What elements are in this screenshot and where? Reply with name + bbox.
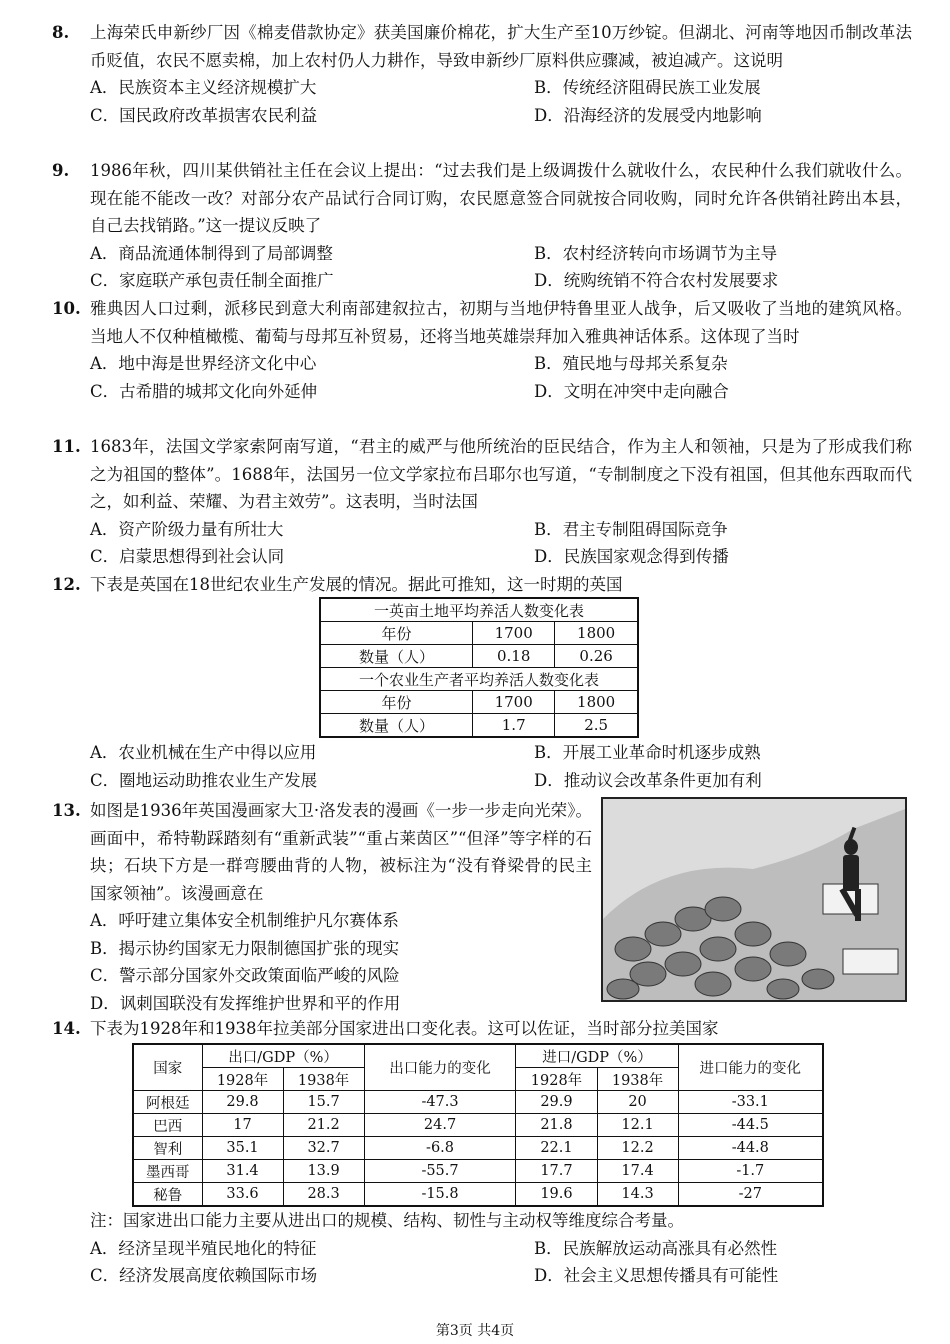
table-cell: 29.8	[202, 1091, 283, 1114]
table-row	[133, 1160, 823, 1183]
option-d[interactable]: D．推动议会改革条件更加有利	[534, 770, 762, 790]
question-stem: 上海荣氏申新纱厂因《棉麦借款协定》获美国廉价棉花，扩大生产至10万纱锭。但湖北、河南等地因币制改革法币贬值，农民不愿卖棉，加上农村仍人力耕作，导致申新纱厂原料供应骤减，被迫减产。这说明	[90, 23, 912, 70]
table-header: 1800	[555, 691, 638, 714]
table-header: 年份	[320, 622, 473, 645]
option-c[interactable]: C．国民政府改革损害农民利益	[90, 105, 318, 125]
option-b[interactable]: B．开展工业革命时机逐步成熟	[534, 743, 761, 762]
table-header: 1700	[473, 622, 555, 645]
table-cell: 17.7	[516, 1160, 597, 1183]
option-c[interactable]: C．古希腊的城邦文化向外延伸	[90, 381, 318, 401]
farm-productivity-table	[319, 597, 639, 738]
option-a[interactable]: A．呼吁建立集体安全机制维护凡尔赛体系	[90, 911, 399, 930]
table-cell: 21.2	[283, 1114, 364, 1137]
table-cell: -1.7	[678, 1160, 823, 1183]
option-a[interactable]: A．地中海是世界经济文化中心	[90, 354, 317, 373]
table-cell: 智利	[133, 1137, 202, 1160]
table-row	[133, 1091, 823, 1114]
option-c[interactable]: C．启蒙思想得到社会认同	[90, 547, 285, 566]
question-9	[52, 157, 912, 295]
question-10	[52, 295, 912, 405]
table-row	[133, 1183, 823, 1207]
option-b[interactable]: B．殖民地与母邦关系复杂	[534, 354, 728, 373]
table-header: 国家	[133, 1044, 202, 1091]
political-cartoon-image	[601, 797, 907, 1002]
option-c[interactable]: C．圈地运动助推农业生产发展	[90, 770, 318, 790]
table-cell: 阿根廷	[133, 1091, 202, 1114]
table-header: 出口/GDP（%）	[202, 1044, 364, 1068]
question-14-tail	[52, 1207, 912, 1290]
table-cell: 2.5	[555, 714, 638, 738]
table-cell: 33.6	[202, 1183, 283, 1207]
table-header: 1800	[555, 622, 638, 645]
option-d[interactable]: D．民族国家观念得到传播	[534, 547, 729, 566]
option-d[interactable]: D．沿海经济的发展受内地影响	[534, 105, 762, 125]
table-cell: -47.3	[364, 1091, 516, 1114]
option-c[interactable]: C．经济发展高度依赖国际市场	[90, 1266, 318, 1285]
table-cell: -44.5	[678, 1114, 823, 1137]
options	[90, 516, 912, 571]
table-cell: 14.3	[597, 1183, 678, 1207]
table-cell: 墨西哥	[133, 1160, 202, 1183]
table-row	[133, 1137, 823, 1160]
option-d[interactable]: D．文明在冲突中走向融合	[534, 381, 729, 401]
table-row-label: 数量（人）	[320, 714, 473, 738]
option-d[interactable]: D．社会主义思想传播具有可能性	[534, 1266, 779, 1285]
option-a[interactable]: A．经济呈现半殖民地化的特征	[90, 1238, 317, 1258]
question-12-options	[52, 739, 912, 794]
question-stem: 1683年，法国文学家索阿南写道，“君主的威严与他所统治的臣民结合，作为主人和领袖，只是为了形成我们称之为祖国的整体”。1688年，法国另一位文学家拉布吕耶尔也写道，“专制制度之下没有祖国，但其他东西取而代之，如利益、荣耀、为君主效劳”。这表明，当时法国	[90, 437, 912, 511]
options	[90, 907, 592, 1017]
question-12	[52, 571, 912, 599]
question-stem: 下表是英国在18世纪农业生产发展的情况。据此可推知，这一时期的英国	[90, 575, 623, 594]
table-cell: 12.2	[597, 1137, 678, 1160]
table-cell: 1.7	[473, 714, 555, 738]
table-note: 注：国家进出口能力主要从进出口的规模、结构、韧性与主动权等维度综合考量。	[90, 1211, 684, 1230]
table-cell: 15.7	[283, 1091, 364, 1114]
table-cell: 秘鲁	[133, 1183, 202, 1207]
question-stem: 1986年秋，四川某供销社主任在会议上提出：“过去我们是上级调拨什么就收什么，农民种什么我们就收什么。现在能不能改一改？对部分农产品试行合同订购，农民愿意签合同就按合同收购，同时允许各供销社跨出本县，自己去找销路。”这一提议反映了	[90, 161, 912, 235]
table-cell: 20	[597, 1091, 678, 1114]
table-cell: -6.8	[364, 1137, 516, 1160]
question-number: 9.	[52, 161, 70, 180]
table-header: 1938年	[597, 1068, 678, 1091]
table-cell: 32.7	[283, 1137, 364, 1160]
table-cell: 17	[202, 1114, 283, 1137]
option-c[interactable]: C．家庭联产承包责任制全面推广	[90, 271, 334, 290]
question-14	[52, 1015, 912, 1043]
table-cell: 17.4	[597, 1160, 678, 1183]
options	[90, 240, 912, 295]
table-header: 进口能力的变化	[678, 1044, 823, 1091]
table-cell: 12.1	[597, 1114, 678, 1137]
question-number: 8.	[52, 23, 70, 42]
table-header: 进口/GDP（%）	[516, 1044, 678, 1068]
table-cell: 0.18	[473, 645, 555, 668]
option-d[interactable]: D．讽刺国联没有发挥维护世界和平的作用	[90, 993, 401, 1013]
options	[90, 350, 912, 405]
question-number: 13.	[52, 801, 81, 820]
table-cell: 22.1	[516, 1137, 597, 1160]
table-title: 一个农业生产者平均养活人数变化表	[320, 668, 638, 691]
table-cell: -27	[678, 1183, 823, 1207]
table-header: 1928年	[202, 1068, 283, 1091]
option-b[interactable]: B．揭示协约国家无力限制德国扩张的现实	[90, 938, 400, 958]
table-cell: -55.7	[364, 1160, 516, 1183]
table-cell: -33.1	[678, 1091, 823, 1114]
question-number: 11.	[52, 437, 81, 456]
table-cell: 28.3	[283, 1183, 364, 1207]
option-a[interactable]: A．资产阶级力量有所壮大	[90, 519, 284, 539]
table-header: 出口能力的变化	[364, 1044, 516, 1091]
table-cell: -15.8	[364, 1183, 516, 1207]
table-cell: 35.1	[202, 1137, 283, 1160]
page-footer: 第3页 共4页	[435, 1323, 515, 1339]
question-number: 12.	[52, 575, 81, 594]
option-b[interactable]: B．传统经济阻碍民族工业发展	[534, 78, 761, 97]
option-b[interactable]: B．民族解放运动高涨具有必然性	[534, 1238, 778, 1258]
table-cell: 19.6	[516, 1183, 597, 1207]
option-a[interactable]: A．农业机械在生产中得以应用	[90, 743, 317, 762]
table-header: 年份	[320, 691, 473, 714]
table-cell: -44.8	[678, 1137, 823, 1160]
options	[90, 74, 912, 129]
table-cell: 24.7	[364, 1114, 516, 1137]
option-b[interactable]: B．君主专制阻碍国际竞争	[534, 519, 728, 539]
question-13	[52, 797, 592, 1017]
table-cell: 31.4	[202, 1160, 283, 1183]
table-cell: 21.8	[516, 1114, 597, 1137]
table-header: 1938年	[283, 1068, 364, 1091]
table-header: 1700	[473, 691, 555, 714]
option-b[interactable]: B．农村经济转向市场调节为主导	[534, 243, 778, 263]
latin-america-trade-table	[132, 1043, 824, 1207]
question-stem: 下表为1928年和1938年拉美部分国家进出口变化表。这可以佐证，当时部分拉美国家	[90, 1019, 719, 1038]
question-number: 14.	[52, 1019, 81, 1038]
table-row	[133, 1114, 823, 1137]
question-11	[52, 433, 912, 571]
option-c[interactable]: C．警示部分国家外交政策面临严峻的风险	[90, 966, 400, 985]
table-row-label: 数量（人）	[320, 645, 473, 668]
question-8	[52, 19, 912, 129]
table-header: 1928年	[516, 1068, 597, 1091]
question-number: 10.	[52, 299, 81, 318]
table-cell: 0.26	[555, 645, 638, 668]
question-stem: 如图是1936年英国漫画家大卫·洛发表的漫画《一步一步走向光荣》。画面中，希特勒踩踏刻有“重新武装”“重占莱茵区”“但泽”等字样的石块；石块下方是一群弯腰曲背的人物，被标注为“没有脊梁骨的民主国家领袖”。该漫画意在	[90, 801, 592, 903]
option-a[interactable]: A．民族资本主义经济规模扩大	[90, 78, 317, 97]
option-d[interactable]: D．统购统销不符合农村发展要求	[534, 271, 779, 290]
cartoon-illustration	[603, 799, 905, 1000]
question-stem: 雅典因人口过剩，派移民到意大利南部建叙拉古，初期与当地伊特鲁里亚人战争，后又吸收了当地的建筑风格。当地人不仅种植橄榄、葡萄与母邦互补贸易，还将当地英雄崇拜加入雅典神话体系。这体现了当时	[90, 299, 912, 346]
options	[90, 739, 912, 794]
table-cell: 巴西	[133, 1114, 202, 1137]
table-title: 一英亩土地平均养活人数变化表	[320, 598, 638, 622]
table-cell: 13.9	[283, 1160, 364, 1183]
option-a[interactable]: A．商品流通体制得到了局部调整	[90, 243, 333, 263]
options	[90, 1235, 912, 1290]
table-cell: 29.9	[516, 1091, 597, 1114]
